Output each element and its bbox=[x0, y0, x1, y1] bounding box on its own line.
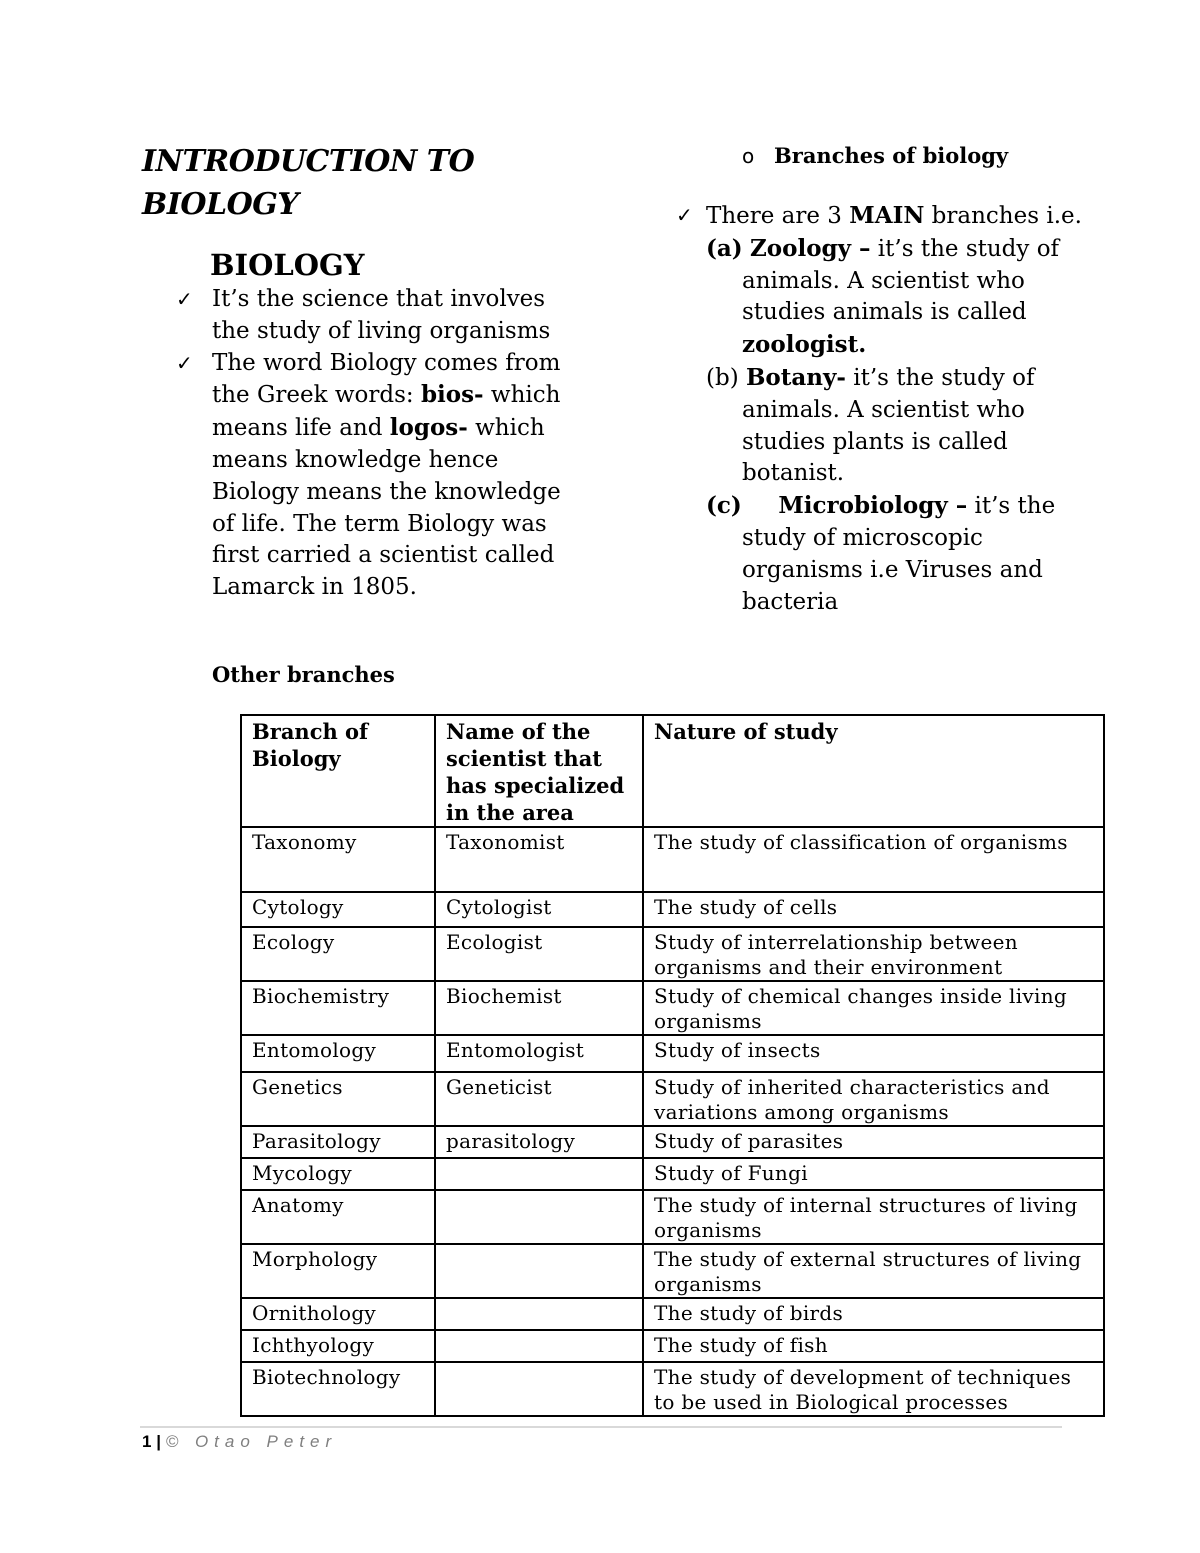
table-cell: Biochemist bbox=[435, 981, 643, 1035]
table-cell: The study of classification of organisms bbox=[643, 827, 1104, 892]
table-cell: The study of fish bbox=[643, 1330, 1104, 1362]
branch-botany: (b) Botany- it’s the study of animals. A scientist who studies plants is called botanist. bbox=[706, 363, 1035, 487]
branches-table-wrapper bbox=[240, 714, 1105, 1417]
table-row bbox=[241, 927, 1104, 981]
main-branches-item: ✓ There are 3 MAIN branches i.e. (a) Zoology – it’s the study of animals. A scientist who studies animals is called zoologist. (b) Botany- it’s the study of animals. A scientist who studies plants is called botanist. (c) Microbiology – it’s the study of microscopic organisms i.e Viruses and bacteria bbox=[670, 200, 1090, 618]
footer-divider bbox=[140, 1426, 1062, 1428]
biology-heading: BIOLOGY bbox=[210, 248, 365, 282]
circle-bullet-icon: o bbox=[742, 144, 755, 168]
table-row bbox=[241, 1330, 1104, 1362]
table-cell: Entomologist bbox=[435, 1035, 643, 1072]
table-cell bbox=[435, 1298, 643, 1330]
table-cell: The study of external structures of living organisms bbox=[643, 1244, 1104, 1298]
table-cell: Cytology bbox=[241, 892, 435, 927]
table-cell: Mycology bbox=[241, 1158, 435, 1190]
term-logos: logos- bbox=[389, 414, 468, 442]
table-cell: Study of chemical changes inside living organisms bbox=[643, 981, 1104, 1035]
table-row bbox=[241, 1190, 1104, 1244]
table-cell: Biochemistry bbox=[241, 981, 435, 1035]
table-cell: Study of insects bbox=[643, 1035, 1104, 1072]
table-cell: Ichthyology bbox=[241, 1330, 435, 1362]
column-header: Name of the scientist that has specialized in the area bbox=[435, 715, 643, 827]
main-branches-list bbox=[670, 200, 1090, 618]
table-cell: The study of cells bbox=[643, 892, 1104, 927]
table-row bbox=[241, 892, 1104, 927]
bullet-definition: ✓ It’s the science that involves the study of living organisms bbox=[176, 286, 551, 344]
table-cell: Study of Fungi bbox=[643, 1158, 1104, 1190]
table-row bbox=[241, 1072, 1104, 1126]
table-cell: Ornithology bbox=[241, 1298, 435, 1330]
branch-microbiology: (c) Microbiology – it’s the study of microscopic organisms i.e Viruses and bacteria bbox=[706, 492, 1056, 615]
bullet-etymology: ✓ The word Biology comes from the Greek words: bios- which means life and logos- which means knowledge hence Biology means the knowledge of life. The term Biology was first carried a scientist called Lamarck in 1805. bbox=[176, 349, 561, 601]
document-title: INTRODUCTION TO BIOLOGY bbox=[142, 144, 475, 222]
table-row bbox=[241, 1158, 1104, 1190]
table-cell: Geneticist bbox=[435, 1072, 643, 1126]
table-cell: The study of birds bbox=[643, 1298, 1104, 1330]
footer-separator: | bbox=[156, 1432, 161, 1451]
table-cell: Parasitology bbox=[241, 1126, 435, 1158]
table-cell bbox=[435, 1158, 643, 1190]
table-cell: Ecologist bbox=[435, 927, 643, 981]
column-header: Nature of study bbox=[643, 715, 1104, 827]
table-cell: Study of interrelationship between organisms and their environment bbox=[643, 927, 1104, 981]
table-cell: Taxonomy bbox=[241, 827, 435, 892]
biology-bullet-list bbox=[170, 284, 570, 604]
table-cell: The study of internal structures of living organisms bbox=[643, 1190, 1104, 1244]
other-branches-heading: Other branches bbox=[212, 662, 395, 687]
table-cell: Morphology bbox=[241, 1244, 435, 1298]
term-bios: bios- bbox=[420, 381, 484, 409]
table-cell: The study of development of techniques to be used in Biological processes bbox=[643, 1362, 1104, 1416]
checkmark-icon: ✓ bbox=[176, 350, 193, 375]
branches-section bbox=[670, 138, 1090, 618]
table-cell bbox=[435, 1330, 643, 1362]
table-cell: parasitology bbox=[435, 1126, 643, 1158]
page-number: 1 bbox=[142, 1432, 152, 1451]
table-cell: Entomology bbox=[241, 1035, 435, 1072]
table-cell: Study of parasites bbox=[643, 1126, 1104, 1158]
table-row bbox=[241, 1035, 1104, 1072]
table-cell bbox=[435, 1244, 643, 1298]
checkmark-icon: ✓ bbox=[176, 287, 193, 311]
table-row bbox=[241, 1298, 1104, 1330]
branches-subheading: Branches of biology bbox=[774, 143, 1009, 168]
table-row bbox=[241, 1362, 1104, 1416]
table-row bbox=[241, 1244, 1104, 1298]
table-row bbox=[241, 981, 1104, 1035]
table-row bbox=[241, 827, 1104, 892]
table-cell: Study of inherited characteristics and variations among organisms bbox=[643, 1072, 1104, 1126]
branches-subheading-row bbox=[670, 138, 1090, 174]
page-footer bbox=[142, 1432, 337, 1452]
table-cell bbox=[435, 1362, 643, 1416]
checkmark-icon: ✓ bbox=[676, 203, 693, 227]
branches-table bbox=[240, 714, 1105, 1417]
table-cell: Anatomy bbox=[241, 1190, 435, 1244]
table-cell: Genetics bbox=[241, 1072, 435, 1126]
footer-copyright: © Otao Peter bbox=[165, 1432, 338, 1451]
table-row bbox=[241, 1126, 1104, 1158]
column-header: Branch of Biology bbox=[241, 715, 435, 827]
table-cell: Cytologist bbox=[435, 892, 643, 927]
table-cell: Taxonomist bbox=[435, 827, 643, 892]
table-cell: Biotechnology bbox=[241, 1362, 435, 1416]
biology-definition-section bbox=[170, 246, 570, 604]
branch-zoology: (a) Zoology – it’s the study of animals. A scientist who studies animals is called zoologist. bbox=[706, 234, 1060, 359]
table-cell bbox=[435, 1190, 643, 1244]
table-header-row bbox=[241, 715, 1104, 827]
table-cell: Ecology bbox=[241, 927, 435, 981]
